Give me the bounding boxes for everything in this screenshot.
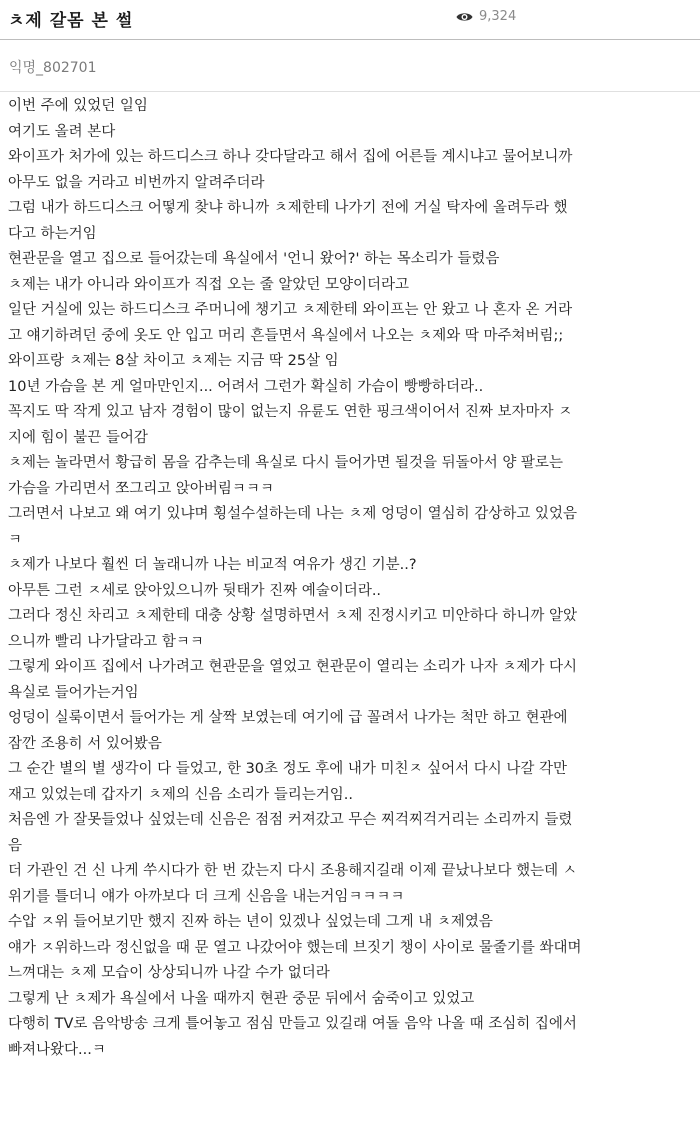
body-line: 재고 있었는데 갑자기 ㅊ제의 신음 소리가 들리는거임.. bbox=[8, 786, 354, 803]
body-line: 아무튼 그런 ㅈ세로 앉아있으니까 뒷태가 진짜 예술이더라.. bbox=[8, 582, 382, 599]
body-line: 그 순간 별의 별 생각이 다 들었고, 한 30초 정도 후에 내가 미친ㅈ 싶어서 다시 나갈 각만 bbox=[8, 761, 568, 777]
body-line: 고 얘기하려던 중에 옷도 안 입고 머리 흔들면서 욕실에서 나오는 ㅊ제와 딱 마주쳐버림;; bbox=[8, 327, 564, 344]
view-count-value: 9,324 bbox=[479, 9, 517, 24]
author-name[interactable]: 익명_802701 bbox=[9, 60, 97, 76]
body-line: 현관문을 열고 집으로 들어갔는데 욕실에서 '언니 왔어?' 하는 목소리가 들렸음 bbox=[8, 251, 500, 267]
body-line: 엉덩이 실룩이면서 들어가는 게 살짝 보였는데 여기에 급 꼴려서 나가는 척만 하고 현관에 bbox=[8, 710, 568, 726]
body-line: 빠져나왔다...ㅋ bbox=[8, 1041, 106, 1058]
body-line: 그렇게 와이프 집에서 나가려고 현관문을 열었고 현관문이 열리는 소리가 나자 ㅊ제가 다시 bbox=[8, 659, 577, 675]
body-line: ㅊ제는 놀라면서 황급히 몸을 감추는데 욕실로 다시 들어가면 될것을 뒤돌아서 양 팔로는 bbox=[8, 455, 563, 471]
body-line: 음 bbox=[8, 837, 23, 854]
body-line: 10년 가슴을 본 게 얼마만인지... 어려서 그런가 확실히 가슴이 빵빵하더라.. bbox=[8, 378, 484, 395]
post-body bbox=[0, 92, 700, 1063]
body-line: 얘가 ㅈ위하느라 정신없을 때 문 열고 나갔어야 했는데 브짓기 챙이 사이로 물줄기를 쏴대며 bbox=[8, 939, 582, 956]
body-line: ㅊ제가 나보다 훨씬 더 놀래니까 나는 비교적 여유가 생긴 기분..? bbox=[8, 557, 417, 573]
body-line: ㅋ bbox=[8, 531, 23, 548]
body-line: 아무도 없을 거라고 비번까지 알려주더라 bbox=[8, 174, 265, 191]
post-header bbox=[0, 0, 700, 40]
body-line: 이번 주에 있었던 일임 bbox=[8, 98, 148, 114]
body-line: 지에 힘이 불끈 들어감 bbox=[8, 429, 148, 446]
view-count bbox=[456, 9, 516, 24]
body-line: 꼭지도 딱 작게 있고 남자 경험이 많이 없는지 유륜도 연한 핑크색이어서 진짜 보자마자 ㅈ bbox=[8, 404, 573, 420]
body-line: 느껴대는 ㅊ제 모습이 상상되니까 나갈 수가 없더라 bbox=[8, 965, 330, 981]
body-line: 으니까 빨리 나가달라고 함ㅋㅋ bbox=[8, 633, 204, 650]
author-row bbox=[0, 40, 700, 92]
body-line: 여기도 올려 본다 bbox=[8, 123, 116, 140]
body-line: 위기를 틀더니 얘가 아까보다 더 크게 신음을 내는거임ㅋㅋㅋㅋ bbox=[8, 888, 405, 905]
body-line: ㅊ제는 내가 아니라 와이프가 직접 오는 줄 알았던 모양이더라고 bbox=[8, 276, 410, 293]
body-line: 와이프랑 ㅊ제는 8살 차이고 ㅊ제는 지금 딱 25살 임 bbox=[8, 353, 339, 369]
body-line: 욕실로 들어가는거임 bbox=[8, 684, 139, 701]
body-line: 그러면서 나보고 왜 여기 있냐며 횡설수설하는데 나는 ㅊ제 엉덩이 열심히 감상하고 있었음 bbox=[8, 506, 577, 522]
post-title: ㅊ제 갈몸 본 썰 bbox=[8, 11, 134, 31]
body-line: 와이프가 처가에 있는 하드디스크 하나 갖다달라고 해서 집에 어른들 계시냐고 물어보니까 bbox=[8, 149, 573, 165]
body-line: 처음엔 가 잘못들었나 싶었는데 신음은 점점 커져갔고 무슨 찌걱찌걱거리는 소리까지 들렸 bbox=[8, 812, 573, 828]
body-line: 그러다 정신 차리고 ㅊ제한테 대충 상황 설명하면서 ㅊ제 진정시키고 미안하다 하니까 알았 bbox=[8, 608, 577, 624]
eye-icon bbox=[456, 11, 473, 23]
body-line: 일단 거실에 있는 하드디스크 주머니에 챙기고 ㅊ제한테 와이프는 안 왔고 나 혼자 온 거라 bbox=[8, 302, 573, 318]
body-line: 수압 ㅈ위 들어보기만 했지 진짜 하는 년이 있겠나 싶었는데 그게 내 ㅊ제였음 bbox=[8, 914, 493, 930]
body-line: 더 가관인 건 신 나게 쑤시다가 한 번 갔는지 다시 조용해지길래 이제 끝났나보다 했는데 ㅅ bbox=[8, 863, 577, 879]
body-line: 가슴을 가리면서 쪼그리고 앉아버림ㅋㅋㅋ bbox=[8, 480, 274, 497]
body-line: 잠깐 조용히 서 있어봤음 bbox=[8, 735, 162, 752]
body-line: 다행히 TV로 음악방송 크게 틀어놓고 점심 만들고 있길래 여돌 음악 나올 때 조심히 집에서 bbox=[8, 1016, 577, 1032]
body-line: 그렇게 난 ㅊ제가 욕실에서 나올 때까지 현관 중문 뒤에서 숨죽이고 있었고 bbox=[8, 990, 475, 1007]
body-line: 그럼 내가 하드디스크 어떻게 찾냐 하니까 ㅊ제한테 나가기 전에 거실 탁자에 올려두라 했 bbox=[8, 200, 568, 216]
body-line: 다고 하는거임 bbox=[8, 225, 97, 242]
